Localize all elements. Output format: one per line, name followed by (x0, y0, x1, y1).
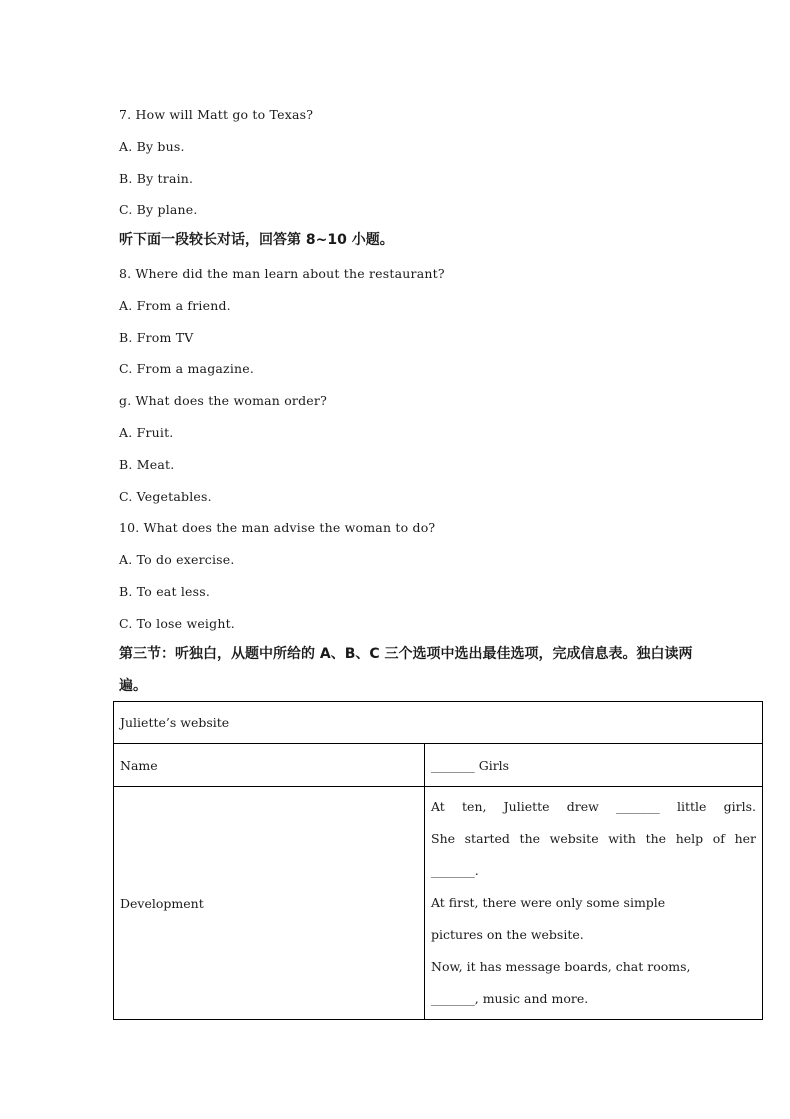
development-line: At first, there were only some simple (431, 895, 666, 910)
table-title-cell: Juliette’s website (114, 702, 763, 744)
question-8-option-a: A. From a friend. (119, 298, 231, 313)
name-label-cell: Name (114, 744, 425, 787)
development-line: At ten, Juliette drew _______ little girls. (431, 799, 756, 814)
development-line: pictures on the website. (431, 927, 584, 942)
development-line: _______, music and more. (431, 991, 589, 1006)
question-7-option-b: B. By train. (119, 171, 194, 186)
question-8-option-b: B. From TV (119, 330, 194, 345)
question-10-option-c: C. To lose weight. (119, 616, 235, 631)
development-content-cell (425, 787, 763, 1020)
question-10-option-b: B. To eat less. (119, 584, 211, 599)
table-row (114, 702, 763, 744)
section-3-heading-line-1: 第三节：听独白，从题中所给的 A、B、C 三个选项中选出最佳选项，完成信息表。独白读两 (119, 646, 693, 662)
information-table (113, 701, 763, 1020)
name-value-cell: _______ Girls (425, 744, 763, 787)
table-row (114, 787, 763, 1020)
question-9-option-c: C. Vegetables. (119, 489, 212, 504)
question-10-stem: 10. What does the man advise the woman to do? (119, 520, 436, 535)
development-line: _______. (431, 863, 479, 878)
table-row (114, 744, 763, 787)
development-line: She started the website with the help of her (431, 831, 756, 846)
question-9-option-b: B. Meat. (119, 457, 175, 472)
section-long-dialogue-heading: 听下面一段较长对话，回答第 8~10 小题。 (119, 232, 394, 248)
question-7-option-c: C. By plane. (119, 202, 198, 217)
development-label-cell: Development (114, 787, 425, 1020)
question-8-option-c: C. From a magazine. (119, 361, 255, 376)
question-7-option-a: A. By bus. (119, 139, 185, 154)
question-9-stem: g. What does the woman order? (119, 393, 327, 408)
development-line: Now, it has message boards, chat rooms, (431, 959, 691, 974)
section-3-heading-line-2: 遍。 (119, 678, 147, 694)
question-9-option-a: A. Fruit. (119, 425, 174, 440)
question-7-stem: 7. How will Matt go to Texas? (119, 107, 314, 122)
question-10-option-a: A. To do exercise. (119, 552, 235, 567)
question-8-stem: 8. Where did the man learn about the restaurant? (119, 266, 445, 281)
